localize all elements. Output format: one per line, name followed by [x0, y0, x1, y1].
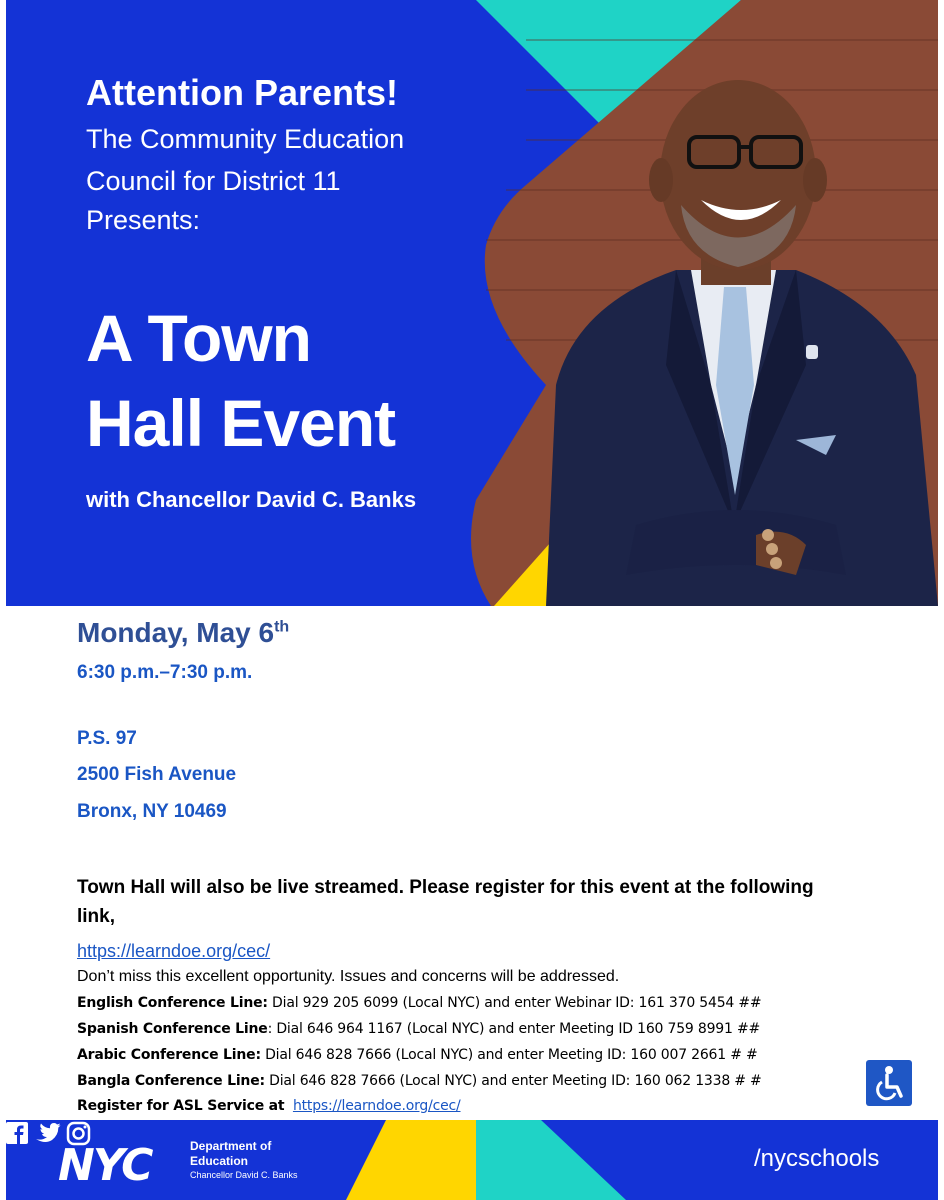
asl-registration-link[interactable]: https://learndoe.org/cec/	[292, 1098, 461, 1114]
hero-banner	[6, 0, 938, 606]
department-name-line-2: Education	[190, 1154, 249, 1168]
presents-text: Presents:	[86, 205, 201, 235]
facebook-icon[interactable]	[6, 1122, 28, 1144]
registration-link[interactable]: https://learndoe.org/cec/	[77, 941, 271, 961]
conference-details: Dial 646 828 7666 (Local NYC) and enter Meeting ID: 160 062 1338 # #	[264, 1073, 762, 1089]
asl-registration	[77, 1098, 461, 1114]
conference-label: English Conference Line:	[77, 995, 268, 1011]
event-title-line-1: A Town	[86, 301, 311, 375]
conference-label: Spanish Conference Line	[77, 1021, 268, 1037]
arabic-conference-line	[77, 1047, 758, 1063]
department-name-line-1: Department of	[190, 1139, 272, 1153]
chancellor-photo	[506, 55, 938, 606]
event-title-line-2: Hall Event	[86, 386, 396, 460]
footer-banner	[6, 1120, 938, 1200]
nyc-logo: NYC	[58, 1140, 152, 1191]
event-date-text: Monday, May 6	[77, 617, 275, 648]
english-conference-line	[77, 995, 761, 1011]
conference-details: : Dial 646 964 1167 (Local NYC) and enter Meeting ID 160 759 8991 ##	[267, 1021, 761, 1037]
wheelchair-accessibility-icon	[866, 1060, 912, 1106]
conference-details: Dial 646 828 7666 (Local NYC) and enter Meeting ID: 160 007 2661 # #	[260, 1047, 758, 1063]
event-date	[77, 617, 289, 649]
venue-name: P.S. 97	[77, 728, 137, 749]
opportunity-note: Don’t miss this excellent opportunity. Issues and concerns will be addressed.	[77, 968, 620, 985]
chancellor-subtitle: with Chancellor David C. Banks	[86, 487, 417, 512]
council-line-2: Council for District 11	[86, 166, 341, 196]
bangla-conference-line	[77, 1073, 762, 1089]
asl-label: Register for ASL Service at	[77, 1098, 285, 1114]
instagram-icon[interactable]	[68, 1123, 89, 1144]
event-date-suffix: th	[274, 618, 290, 636]
social-handle[interactable]: /nycschools	[754, 1145, 880, 1172]
conference-details: Dial 929 205 6099 (Local NYC) and enter Webinar ID: 161 370 5454 ##	[267, 995, 762, 1011]
venue-city: Bronx, NY 10469	[77, 801, 227, 822]
footer-chancellor: Chancellor David C. Banks	[190, 1170, 298, 1180]
social-icons	[6, 1120, 96, 1146]
event-time: 6:30 p.m.–7:30 p.m.	[77, 662, 253, 683]
council-line-1: The Community Education	[86, 124, 405, 154]
venue-street: 2500 Fish Avenue	[77, 764, 237, 785]
conference-label: Arabic Conference Line:	[77, 1047, 261, 1063]
spanish-conference-line	[77, 1021, 760, 1037]
conference-label: Bangla Conference Line:	[77, 1073, 265, 1089]
twitter-icon[interactable]	[36, 1123, 61, 1142]
attention-heading: Attention Parents!	[86, 72, 399, 113]
livestream-notice: Town Hall will also be live streamed. Please register for this event at the following link,	[77, 877, 814, 927]
